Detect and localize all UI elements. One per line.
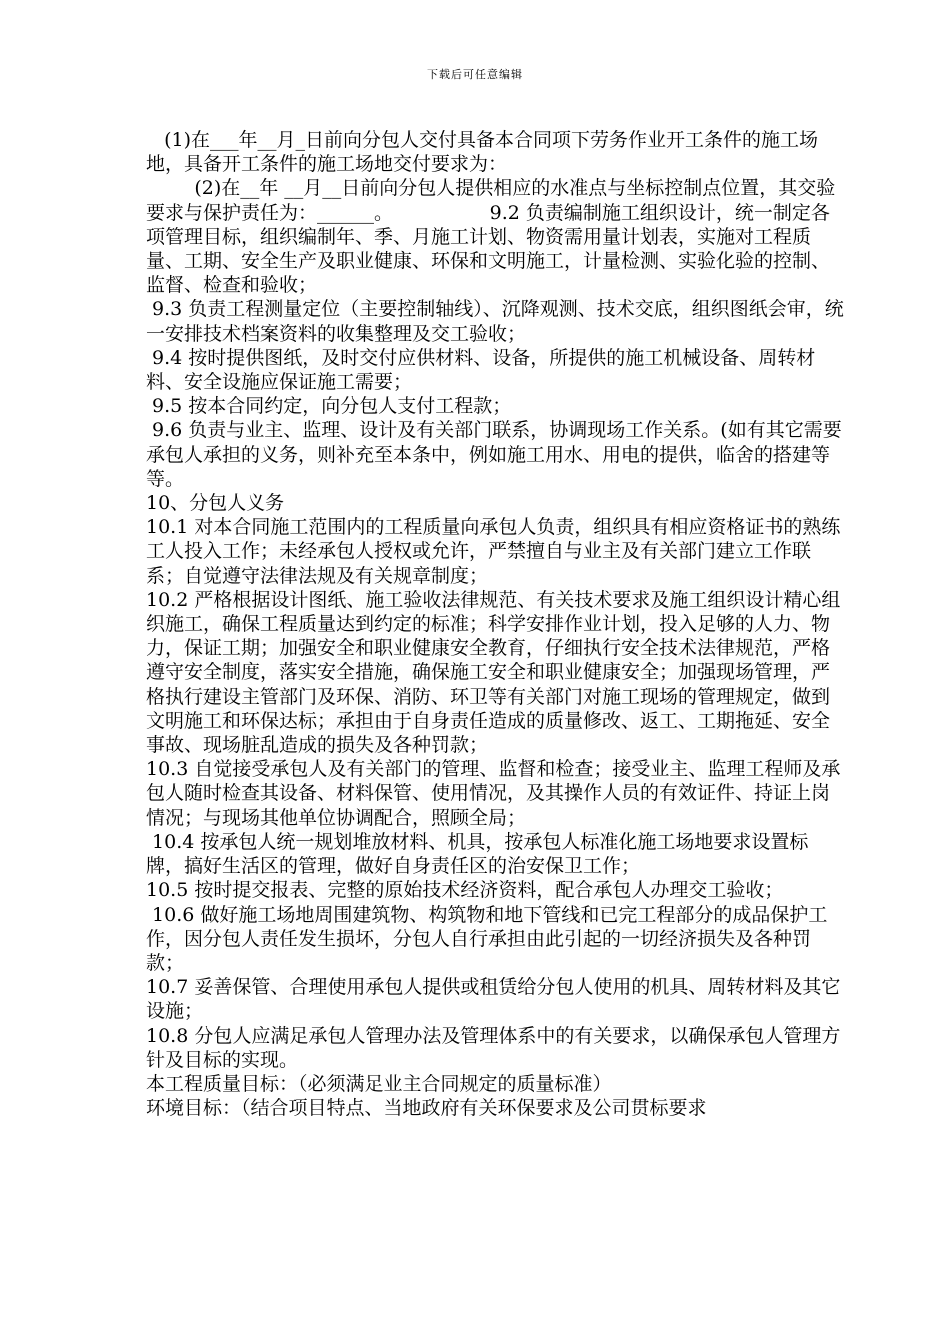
paragraph: 10.1 对本合同施工范围内的工程质量向承包人负责，组织具有相应资格证书的熟练工人投入工作；未经承包人授权或允许，严禁擅自与业主及有关部门建立工作联系；自觉遵守法律法规及有关规章制度； (146, 516, 841, 587)
section-heading: 10、分包人义务 (146, 492, 285, 515)
paragraph: 9.6 负责与业主、监理、设计及有关部门联系，协调现场工作关系。(如有其它需要承包人承担的义务，则补充至本条中，例如施工用水、用电的提供，临舍的搭建等等。 (146, 419, 842, 490)
paragraph: (2)在__年 __月__日前向分包人提供相应的水准点与坐标控制点位置，其交验要求与保护责任为：______。 9.2 负责编制施工组织设计，统一制定各项管理目标，组织编制年、季、月施工计划、物资需用量计划表，实施对工程质量、工期、安全生产及职业健康、环保和文明施工，计量检测、实验化验的控制、监督、检查和验收； (146, 177, 836, 297)
paragraph: (1)在___年__月_日前向分包人交付具备本合同项下劳务作业开工条件的施工场地，具备开工条件的施工场地交付要求为： (146, 129, 819, 176)
paragraph: 9.5 按本合同约定，向分包人支付工程款； (146, 395, 512, 418)
paragraph: 10.8 分包人应满足承包人管理办法及管理体系中的有关要求，以确保承包人管理方针及目标的实现。 (146, 1024, 841, 1071)
paragraph: 环境目标：（结合项目特点、当地政府有关环保要求及公司贯标要求 (146, 1097, 707, 1120)
paragraph: 10.3 自觉接受承包人及有关部门的管理、监督和检查；接受业主、监理工程师及承包人随时检查其设备、材料保管、使用情况，及其操作人员的有效证件、持证上岗情况；与现场其他单位协调配合，照顾全局； (146, 758, 841, 829)
paragraph: 10.2 严格根据设计图纸、施工验收法律规范、有关技术要求及施工组织设计精心组织施工，确保工程质量达到约定的标准；科学安排作业计划，投入足够的人力、物力，保证工期；加强安全和职业健康安全教育，仔细执行安全技术法律规范，严格遵守安全制度，落实安全措施，确保施工安全和职业健康安全；加强现场管理，严格执行建设主管部门及环保、消防、环卫等有关部门对施工现场的管理规定，做到文明施工和环保达标；承担由于自身责任造成的质量修改、返工、工期拖延、安全事故、现场脏乱造成的损失及各种罚款； (146, 588, 841, 757)
paragraph: 10.7 妥善保管、合理使用承包人提供或租赁给分包人使用的机具、周转材料及其它设施； (146, 976, 841, 1023)
paragraph: 10.5 按时提交报表、完整的原始技术经济资料，配合承包人办理交工验收； (146, 879, 784, 902)
document-body (146, 128, 846, 1120)
paragraph: 10.4 按承包人统一规划堆放材料、机具，按承包人标准化施工场地要求设置标牌，搞好生活区的管理，做好自身责任区的治安保卫工作； (146, 830, 809, 878)
paragraph: 9.3 负责工程测量定位（主要控制轴线）、沉降观测、技术交底，组织图纸会审，统一安排技术档案资料的收集整理及交工验收； (146, 298, 844, 345)
paragraph: 9.4 按时提供图纸，及时交付应供材料、设备，所提供的施工机械设备、周转材料、安全设施应保证施工需要； (146, 346, 816, 394)
paragraph: 10.6 做好施工场地周围建筑物、构筑物和地下管线和已完工程部分的成品保护工作，因分包人责任发生损坏，分包人自行承担由此引起的一切经济损失及各种罚款； (146, 903, 828, 974)
page-header: 下载后可任意编辑 (427, 68, 523, 81)
paragraph: 本工程质量目标：（必须满足业主合同规定的质量标准） (146, 1072, 612, 1095)
